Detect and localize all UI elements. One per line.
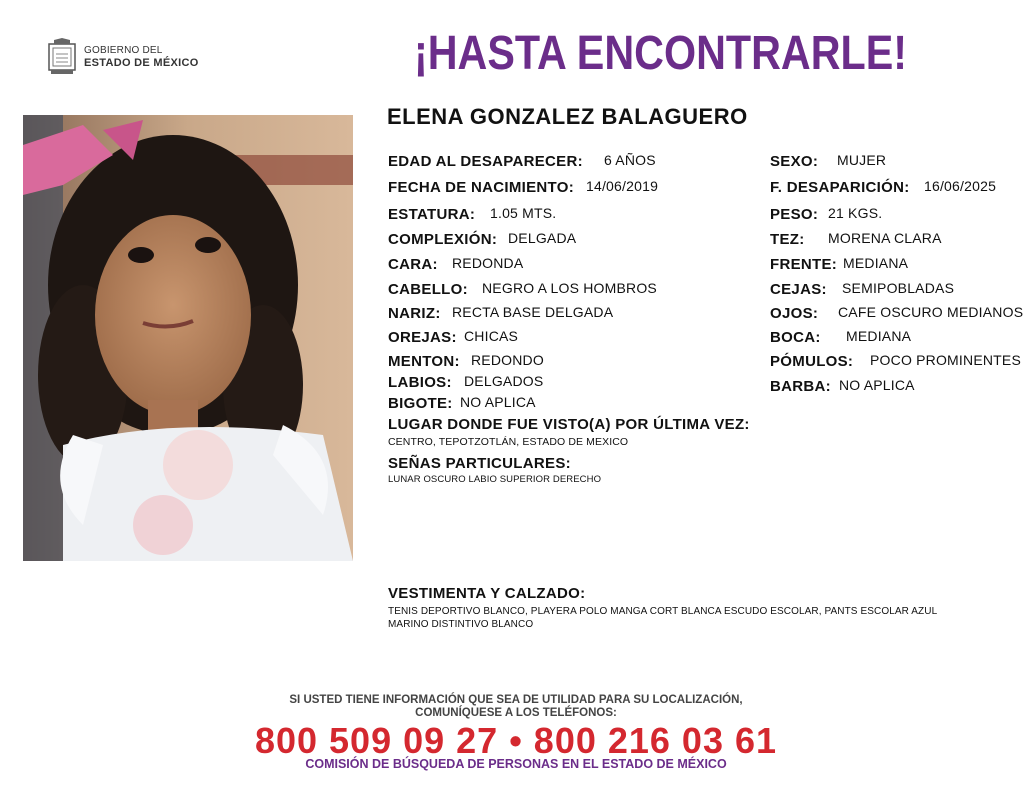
left-field-label: FECHA DE NACIMIENTO: xyxy=(388,179,574,196)
left-field-value: REDONDO xyxy=(471,352,544,368)
coat-of-arms-icon xyxy=(46,38,78,76)
right-field-label: FRENTE: xyxy=(770,256,838,273)
left-field-value: DELGADOS xyxy=(464,373,544,389)
left-field-value: DELGADA xyxy=(508,230,577,246)
logo-line2: ESTADO DE MÉXICO xyxy=(84,57,199,69)
distinguishing-marks-value: LUNAR OSCURO LABIO SUPERIOR DERECHO xyxy=(388,474,602,485)
left-field-label: ESTATURA: xyxy=(388,206,476,223)
left-field-value: 6 AÑOS xyxy=(604,152,656,168)
clothing-label: VESTIMENTA Y CALZADO: xyxy=(388,585,586,602)
right-field-value: NO APLICA xyxy=(839,377,915,393)
left-field-value: 14/06/2019 xyxy=(586,178,659,194)
right-field-label: PESO: xyxy=(770,206,819,223)
commission-name: COMISIÓN DE BÚSQUEDA DE PERSONAS EN EL ESTADO DE MÉXICO xyxy=(305,757,727,771)
left-field-value: CHICAS xyxy=(464,328,519,344)
right-field-value: POCO PROMINENTES xyxy=(870,352,1021,368)
clothing-line2: MARINO DISTINTIVO BLANCO xyxy=(388,619,534,630)
right-field-label: SEXO: xyxy=(770,153,819,170)
right-field-value: 16/06/2025 xyxy=(924,178,997,194)
last-seen-value: CENTRO, TEPOTZOTLÁN, ESTADO DE MEXICO xyxy=(388,436,629,448)
distinguishing-marks-label: SEÑAS PARTICULARES: xyxy=(388,455,571,472)
right-field-label: TEZ: xyxy=(770,231,805,248)
left-field-value: REDONDA xyxy=(452,255,524,271)
right-field-value: SEMIPOBLADAS xyxy=(842,280,955,296)
right-field-value: MEDIANA xyxy=(846,328,912,344)
right-field-label: BOCA: xyxy=(770,329,821,346)
last-seen-label: LUGAR DONDE FUE VISTO(A) POR ÚLTIMA VEZ: xyxy=(388,416,750,433)
left-field-label: EDAD AL DESAPARECER: xyxy=(388,153,583,170)
logo-line1: GOBIERNO DEL xyxy=(84,45,163,56)
footer-info-line1: SI USTED TIENE INFORMACIÓN QUE SEA DE UTILIDAD PARA SU LOCALIZACIÓN, xyxy=(289,694,743,706)
footer-info-line2: COMUNÍQUESE A LOS TELÉFONOS: xyxy=(415,707,617,719)
left-field-label: NARIZ: xyxy=(388,305,441,322)
person-photo xyxy=(23,115,353,561)
right-field-label: CEJAS: xyxy=(770,281,827,298)
right-field-label: BARBA: xyxy=(770,378,831,395)
right-field-value: CAFE OSCURO MEDIANOS xyxy=(838,304,1024,320)
right-field-value: MUJER xyxy=(837,152,887,168)
left-field-label: CABELLO: xyxy=(388,281,468,298)
right-field-value: 21 KGS. xyxy=(828,205,883,221)
left-field-label: OREJAS: xyxy=(388,329,457,346)
right-field-label: PÓMULOS: xyxy=(770,353,854,370)
left-field-label: MENTON: xyxy=(388,353,460,370)
left-field-value: NO APLICA xyxy=(460,394,536,410)
right-field-value: MORENA CLARA xyxy=(828,230,942,246)
right-field-label: OJOS: xyxy=(770,305,819,322)
clothing-line1: TENIS DEPORTIVO BLANCO, PLAYERA POLO MANGA CORT BLANCA ESCUDO ESCOLAR, PANTS ESCOLAR AZUL xyxy=(388,606,938,617)
phone-numbers[interactable]: 800 509 09 27 • 800 216 03 61 xyxy=(254,720,778,761)
right-field-label: F. DESAPARICIÓN: xyxy=(770,179,910,196)
left-field-label: CARA: xyxy=(388,256,438,273)
left-field-value: 1.05 MTS. xyxy=(490,205,557,221)
left-field-value: NEGRO A LOS HOMBROS xyxy=(482,280,657,296)
person-name: ELENA GONZALEZ BALAGUERO xyxy=(387,104,748,129)
left-field-label: LABIOS: xyxy=(388,374,452,391)
left-field-label: BIGOTE: xyxy=(388,395,453,412)
left-field-label: COMPLEXIÓN: xyxy=(388,231,498,248)
headline: ¡HASTA ENCONTRARLE! xyxy=(414,27,908,80)
left-field-value: RECTA BASE DELGADA xyxy=(452,304,614,320)
government-logo xyxy=(46,38,199,76)
right-field-value: MEDIANA xyxy=(843,255,909,271)
